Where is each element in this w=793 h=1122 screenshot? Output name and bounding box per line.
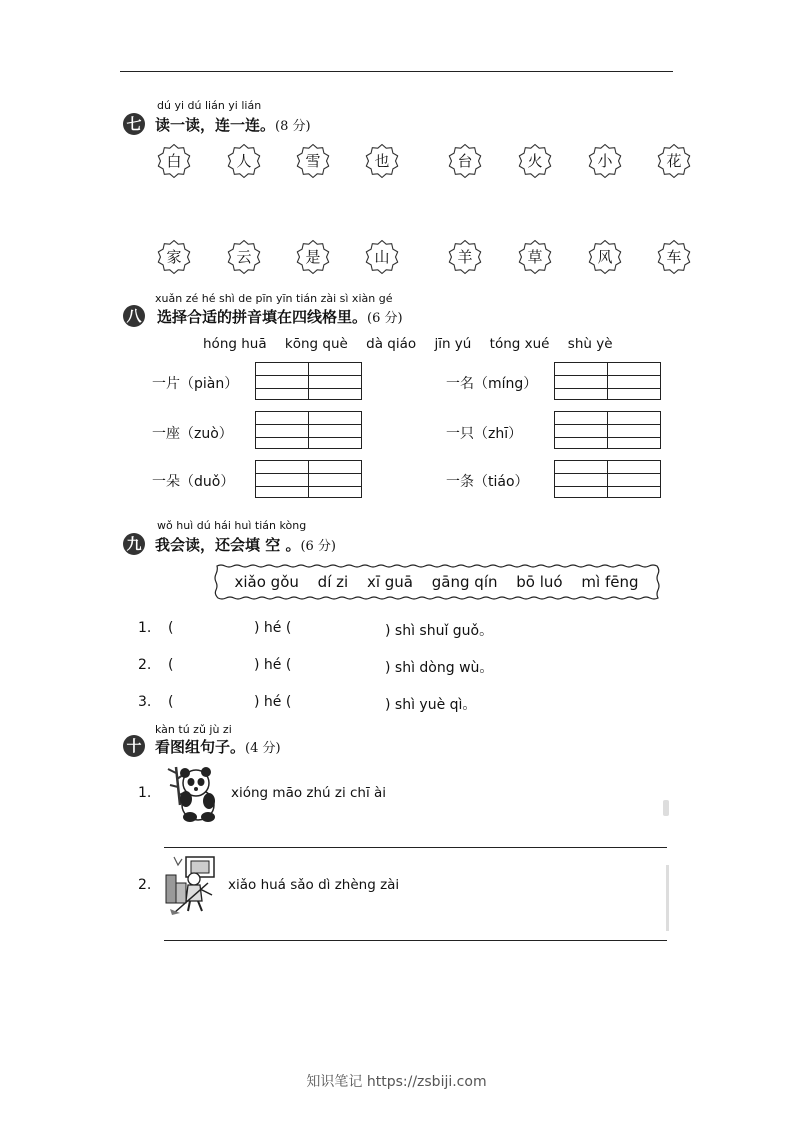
top-rule: [120, 71, 673, 72]
flower-char[interactable]: [587, 143, 623, 179]
sec7-number: 七: [123, 113, 145, 135]
word: bō luó: [516, 573, 563, 591]
flower-char[interactable]: [364, 239, 400, 275]
character: 羊: [457, 248, 473, 266]
q1-words: xióng māo zhú zi chī ài: [231, 785, 387, 801]
panda-bamboo-picture: [162, 765, 222, 823]
option: dà qiáo: [366, 336, 417, 352]
flower-char[interactable]: [447, 239, 483, 275]
four-line-grid[interactable]: [255, 411, 362, 449]
four-line-grid[interactable]: [554, 460, 661, 498]
scan-mark: [663, 800, 669, 816]
word: xī guā: [366, 573, 413, 591]
character: 也: [374, 152, 390, 170]
sec8-number: 八: [123, 305, 145, 327]
option: kōng què: [284, 336, 348, 352]
option: hóng huā: [203, 336, 267, 352]
item-label: 一朵（duǒ）: [152, 474, 235, 490]
option: jīn yú: [434, 336, 472, 352]
word: mì fēng: [581, 573, 639, 591]
boy-sweeping-picture: [164, 855, 220, 915]
word: dí zi: [317, 573, 349, 591]
flower-char[interactable]: [295, 239, 331, 275]
q1-number: 1.: [138, 785, 152, 801]
sec7-pinyin: dú yi dú lián yi lián: [157, 99, 262, 112]
option: tóng xué: [489, 336, 550, 352]
character: 山: [374, 248, 390, 266]
sec10-title: 看图组句子。(4 分): [155, 738, 281, 756]
character: 人: [236, 152, 252, 170]
flower-char[interactable]: [517, 239, 553, 275]
q2-number: 2.: [138, 877, 152, 893]
item-label: 一只（zhī）: [446, 426, 523, 442]
character: 风: [597, 248, 613, 266]
sec8-options: [203, 336, 627, 352]
sec9-title: 我会读，还会填 空 。(6 分): [155, 536, 337, 554]
answer-line[interactable]: [164, 940, 667, 941]
character: 台: [457, 152, 473, 170]
character: 家: [166, 248, 182, 266]
option: shù yè: [567, 336, 613, 352]
item-label: 一片（piàn）: [152, 376, 239, 392]
four-line-grid[interactable]: [255, 362, 362, 400]
sec7-title: 读一读，连一连。(8 分): [155, 116, 311, 134]
answer-line[interactable]: [164, 847, 667, 848]
item-label: 一名（míng）: [446, 376, 538, 392]
flower-char[interactable]: [156, 239, 192, 275]
character: 小: [597, 152, 613, 170]
flower-char[interactable]: [156, 143, 192, 179]
character: 白: [166, 152, 182, 170]
sec8-pinyin: xuǎn zé hé shì de pīn yīn tián zài sì xiàn gé: [155, 292, 393, 305]
character: 火: [527, 152, 543, 170]
footer-watermark: 知识笔记 https://zsbiji.com: [306, 1074, 487, 1090]
flower-char[interactable]: [226, 143, 262, 179]
flower-char[interactable]: [656, 239, 692, 275]
item-label: 一座（zuò）: [152, 426, 233, 442]
sec10-pinyin: kàn tú zǔ jù zi: [155, 723, 232, 736]
sec9-pinyin: wǒ huì dú hái huì tián kòng: [157, 519, 307, 532]
character: 是: [305, 248, 321, 266]
word: gāng qín: [431, 573, 498, 591]
four-line-grid[interactable]: [554, 362, 661, 400]
four-line-grid[interactable]: [255, 460, 362, 498]
sec8-title: 选择合适的拼音填在四线格里。(6 分): [157, 308, 403, 326]
flower-char[interactable]: [517, 143, 553, 179]
flower-char[interactable]: [364, 143, 400, 179]
character: 云: [236, 248, 252, 266]
item-label: 一条（tiáo）: [446, 474, 529, 490]
flower-char[interactable]: [226, 239, 262, 275]
character: 车: [666, 248, 682, 266]
sec9-number: 九: [123, 533, 145, 555]
flower-char[interactable]: [447, 143, 483, 179]
sec10-number: 十: [123, 735, 145, 757]
character: 雪: [305, 152, 321, 170]
character: 草: [527, 248, 543, 266]
word: xiǎo gǒu: [234, 573, 299, 591]
flower-char[interactable]: [587, 239, 623, 275]
scan-mark: [666, 865, 669, 931]
four-line-grid[interactable]: [554, 411, 661, 449]
flower-char[interactable]: [656, 143, 692, 179]
character: 花: [666, 152, 682, 170]
q2-words: xiǎo huá sǎo dì zhèng zài: [228, 877, 400, 893]
word-bank: [211, 563, 662, 601]
flower-char[interactable]: [295, 143, 331, 179]
